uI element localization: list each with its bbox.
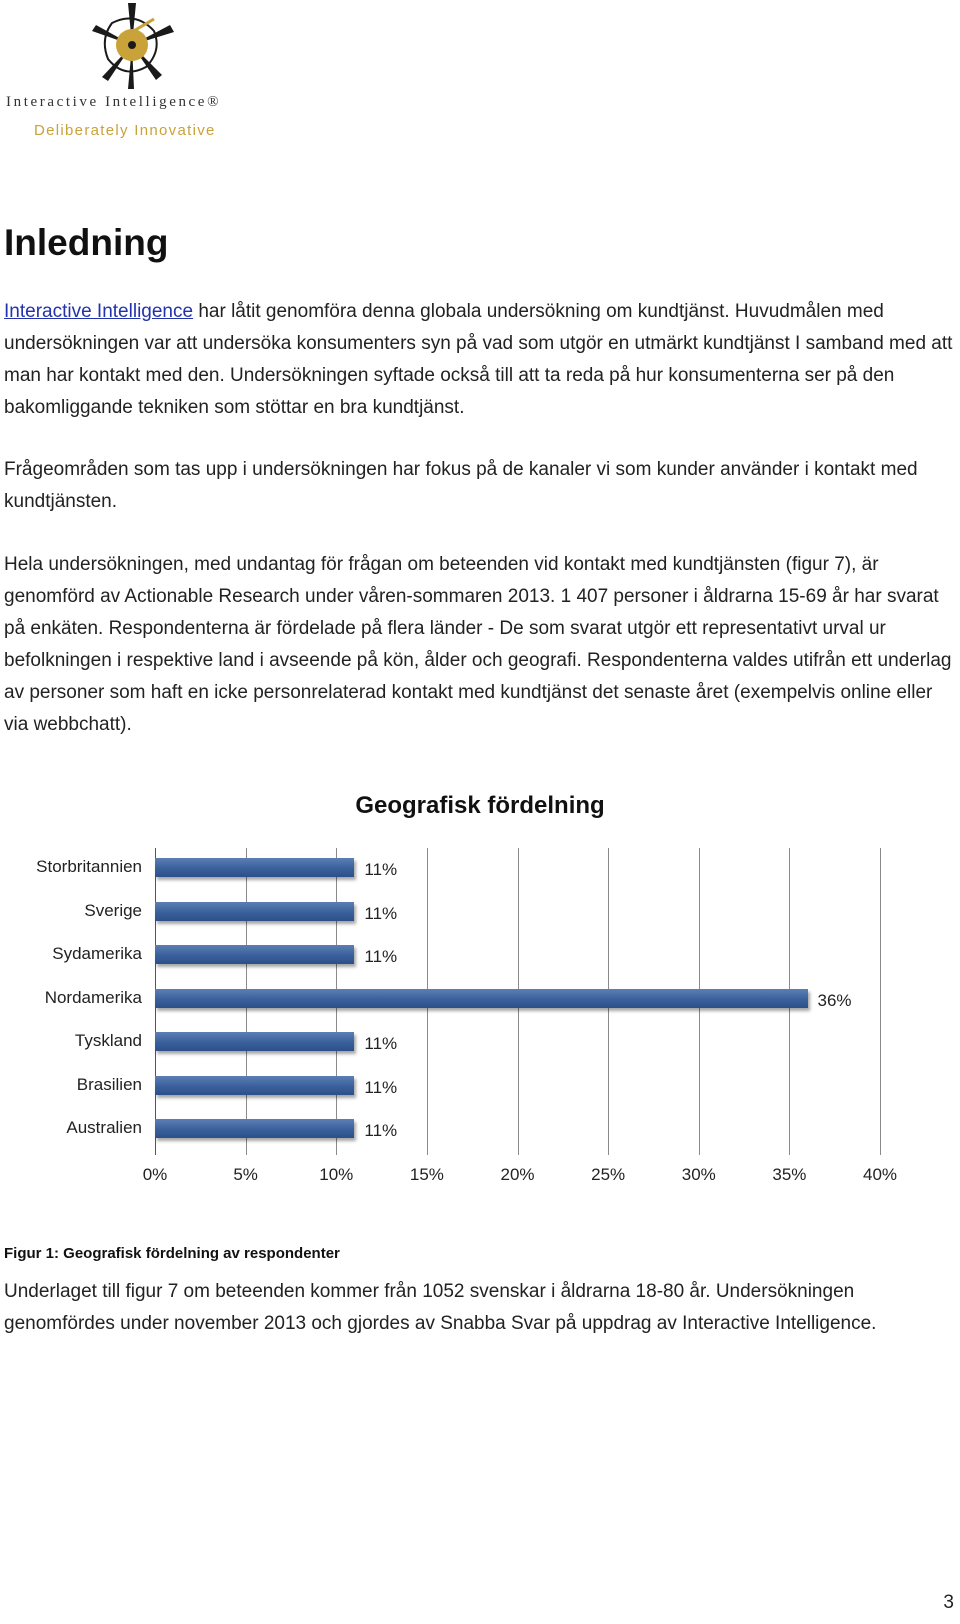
data-label: 11% <box>364 903 398 923</box>
bar <box>155 858 354 877</box>
x-tick-label: 25% <box>591 1165 626 1184</box>
bar <box>155 1076 354 1095</box>
bar <box>155 1032 354 1051</box>
data-label: 36% <box>817 990 852 1010</box>
category-label: Sydamerika <box>52 944 142 963</box>
geographic-distribution-chart <box>0 780 960 1220</box>
intro-text: har låtit genomföra denna globala undersökning om kundtjänst. Huvudmålen med undersökningen var att undersöka konsumenters syn på vad som utgör en utmärkt kundtjänst I samband med att man har kontakt med den. Undersökningen syftade också till att ta reda på hur konsumenterna ser på den bakomliggande tekniken som stöttar en bra kundtjänst. <box>4 301 953 418</box>
x-tick-label: 15% <box>409 1165 444 1184</box>
x-tick-label: 40% <box>862 1165 898 1184</box>
x-tick-label: 5% <box>233 1165 258 1184</box>
topics-paragraph: Frågeområden som tas upp i undersökningen har fokus på de kanaler vi som kunder använder i kontakt med kundtjänsten. <box>4 459 918 512</box>
figure-caption: Figur 1: Geografisk fördelning av respondenter <box>4 1245 340 1262</box>
chart-title: Geografisk fördelning <box>355 792 605 819</box>
data-label: 11% <box>364 947 398 966</box>
data-label: 11% <box>364 1077 398 1097</box>
company-logo <box>0 0 300 150</box>
category-label: Storbritannien <box>36 857 142 876</box>
intro-paragraph <box>4 296 954 424</box>
x-tick-label: 10% <box>319 1165 354 1184</box>
x-tick-label: 20% <box>500 1165 535 1184</box>
data-label: 11% <box>364 1034 398 1053</box>
method-paragraph: Hela undersökningen, med undantag för frågan om beteenden vid kontakt med kundtjänsten (figur 7), är genomförd av Actionable Research under våren-sommaren 2013. 1 407 personer i åldrarna 15-69 år har svarat på enkäten. Respondenterna är fördelade på flera länder - De som svarat utgör ett representativt urval ur befolkningen i respektive land i avseende på kön, ålder och geografi. Respondenterna valdes utifrån ett underlag av personer som haft en icke personrelaterad kontakt med kundtjänst det senaste året (exempelvis online eller via webbchatt). <box>4 554 952 735</box>
category-label: Australien <box>66 1118 142 1137</box>
x-tick-label: 0% <box>142 1165 168 1184</box>
section-heading: Inledning <box>4 222 169 263</box>
bar <box>155 989 808 1008</box>
gridline <box>880 848 881 1155</box>
category-label: Brasilien <box>76 1074 142 1094</box>
sample-paragraph: Underlaget till figur 7 om beteenden kommer från 1052 svenskar i åldrarna 18-80 år. Undersökningen genomfördes under november 2013 och gjordes av Snabba Svar på uppdrag av Interactive Intelligence. <box>4 1281 877 1334</box>
data-label: 11% <box>364 860 398 879</box>
data-label: 11% <box>364 1121 398 1140</box>
page-number: 3 <box>943 1592 954 1613</box>
x-tick-label: 30% <box>681 1165 716 1184</box>
logo-mark-icon <box>70 0 210 95</box>
bar <box>155 945 354 964</box>
bar <box>155 1119 354 1138</box>
bar <box>155 902 354 921</box>
logo-company-name: Interactive Intelligence® <box>6 94 222 110</box>
category-label: Sverige <box>84 900 142 920</box>
category-label: Nordamerika <box>44 987 142 1007</box>
x-tick-label: 35% <box>772 1165 807 1184</box>
category-label: Tyskland <box>74 1031 142 1050</box>
company-link[interactable]: Interactive Intelligence <box>4 301 194 322</box>
logo-tagline: Deliberately Innovative <box>34 122 216 139</box>
